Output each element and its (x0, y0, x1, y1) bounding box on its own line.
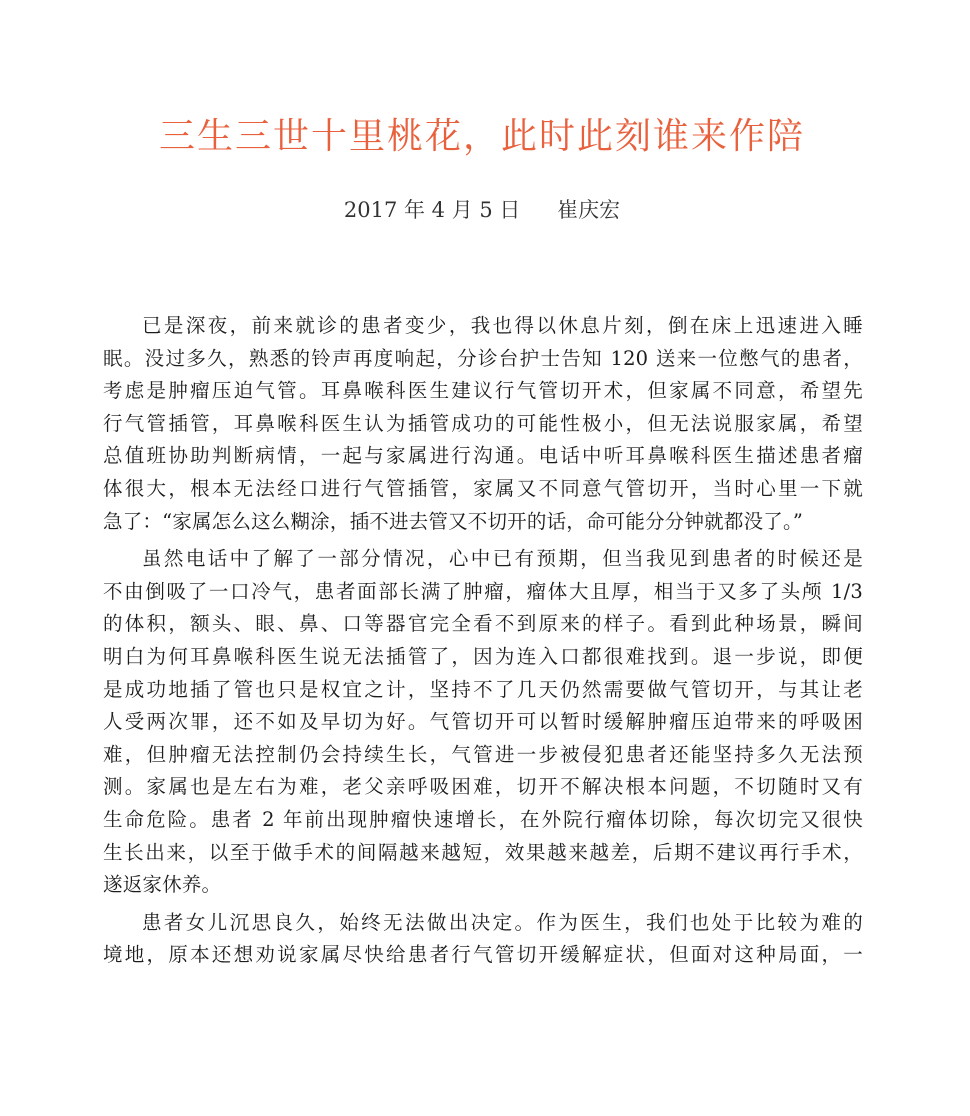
text-line: 已是深夜，前来就诊的患者变少，我也得以休息片刻，倒在床上迅速进入睡 (142, 314, 863, 337)
text-line: 人受两次罪，还不如及早切为好。气管切开可以暂时缓解肿瘤压迫带来的呼吸困 (103, 710, 863, 734)
text-line: 虽然电话中了解了一部分情况，心中已有预期，但当我见到患者的时候还是 (142, 547, 863, 571)
text-line: 是成功地插了管也只是权宜之计，坚持不了几天仍然需要做气管切开，与其让老 (103, 677, 863, 701)
paragraph (103, 907, 863, 972)
text-line: 生命危险。患者 2 年前出现肿瘤快速增长，在外院行瘤体切除，每次切完又很快 (103, 807, 863, 831)
article-author: 崔庆宏 (557, 198, 621, 222)
text-line: 遂返家休养。 (103, 873, 222, 897)
text-line: 眠。没过多久，熟悉的铃声再度响起，分诊台护士告知 120 送来一位憋气的患者， (103, 346, 863, 370)
text-line: 境地，原本还想劝说家属尽快给患者行气管切开缓解症状，但面对这种局面，一 (103, 943, 863, 967)
text-line: 考虑是肿瘤压迫气管。耳鼻喉科医生建议行气管切开术，但家属不同意，希望先 (103, 379, 863, 403)
text-line: 行气管插管，耳鼻喉科医生认为插管成功的可能性极小，但无法说服家属，希望 (103, 411, 863, 435)
text-line: 明白为何耳鼻喉科医生说无法插管了，因为连入口都很难找到。退一步说，即便 (103, 644, 863, 668)
text-line: 的体积，额头、眼、鼻、口等器官完全看不到原来的样子。看到此种场景，瞬间 (103, 612, 863, 636)
text-line: 测。家属也是左右为难，老父亲呼吸困难，切开不解决根本问题，不切随时又有 (103, 775, 863, 799)
article-body (103, 310, 863, 972)
article-title: 三生三世十里桃花，此时此刻谁来作陪 (158, 116, 805, 157)
text-line: 不由倒吸了一口冷气，患者面部长满了肿瘤，瘤体大且厚，相当于又多了头颅 1/3 (103, 579, 863, 603)
text-line: 体很大，根本无法经口进行气管插管，家属又不同意气管切开，当时心里一下就 (103, 476, 863, 500)
text-line: 总值班协助判断病情，一起与家属进行沟通。电话中听耳鼻喉科医生描述患者瘤 (103, 444, 863, 468)
text-line: 生长出来，以至于做手术的间隔越来越短，效果越来越差，后期不建议再行手术， (103, 840, 863, 864)
text-line: 急了：“家属怎么这么糊涂，插不进去管又不切开的话，命可能分分钟就都没了。” (103, 509, 804, 533)
paragraph (103, 310, 863, 538)
text-line: 难，但肿瘤无法控制仍会持续生长，气管进一步被侵犯患者还能坚持多久无法预 (103, 742, 863, 766)
article-date: 2017 年 4 月 5 日 (343, 198, 521, 222)
article-byline (0, 193, 964, 227)
text-line: 患者女儿沉思良久，始终无法做出决定。作为医生，我们也处于比较为难的 (142, 910, 863, 934)
paragraph (103, 543, 863, 902)
